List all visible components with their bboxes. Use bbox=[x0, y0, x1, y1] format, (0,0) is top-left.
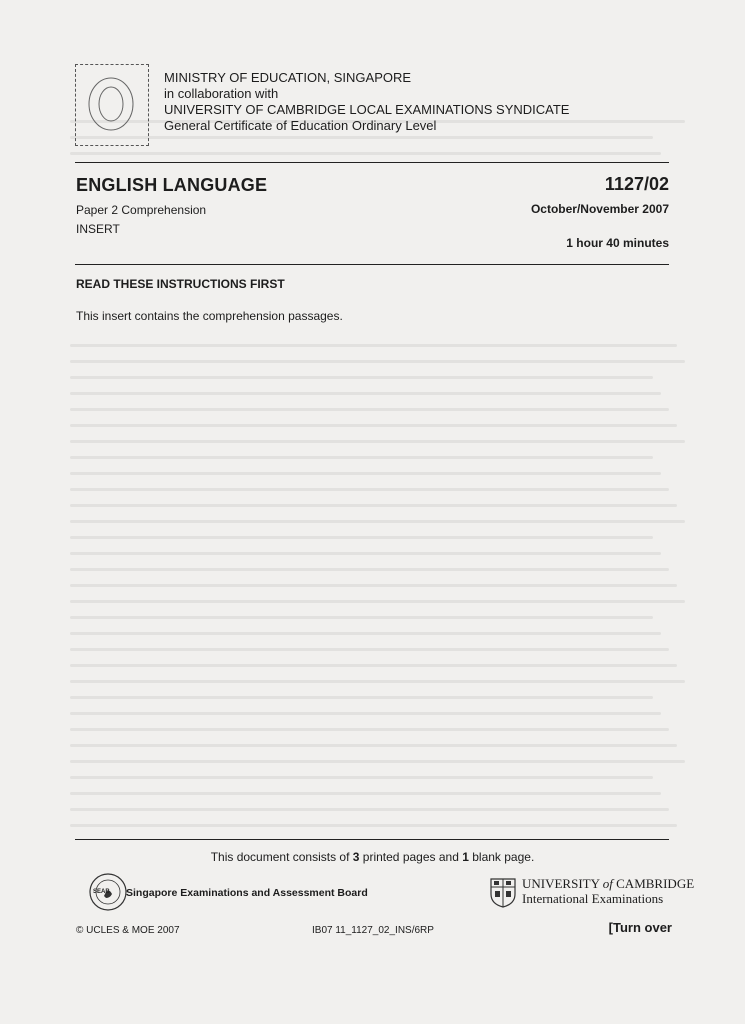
show-through-line bbox=[70, 136, 653, 139]
show-through-line bbox=[70, 488, 669, 491]
divider bbox=[75, 162, 669, 163]
show-through-line bbox=[70, 792, 661, 795]
page-count-text: printed pages and bbox=[359, 850, 463, 864]
seab-label: Singapore Examinations and Assessment Board bbox=[126, 887, 368, 899]
show-through-line bbox=[70, 552, 661, 555]
show-through-line bbox=[70, 808, 669, 811]
show-through-line bbox=[70, 680, 685, 683]
paper-name: Paper 2 Comprehension bbox=[76, 203, 207, 217]
seab-logo-icon bbox=[88, 872, 128, 912]
show-through-line bbox=[70, 648, 669, 651]
syllabus-code: 1127/02 bbox=[604, 174, 669, 194]
show-through-line bbox=[70, 408, 669, 411]
show-through-line bbox=[70, 376, 653, 379]
university-line: UNIVERSITY OF CAMBRIDGE LOCAL EXAMINATIONS SYNDICATE bbox=[164, 102, 570, 117]
copyright-notice: © UCLES & MOE 2007 bbox=[76, 925, 180, 936]
show-through-line bbox=[70, 504, 677, 507]
show-through-line bbox=[70, 744, 677, 747]
show-through-line bbox=[70, 824, 677, 827]
turn-over-label: [Turn over bbox=[608, 920, 672, 935]
printed-pages-count: 3 bbox=[352, 850, 360, 864]
show-through-line bbox=[70, 456, 653, 459]
cambridge-name-part: CAMBRIDGE bbox=[616, 876, 695, 891]
document-reference: IB07 11_1127_02_INS/6RP bbox=[312, 925, 434, 936]
show-through-line bbox=[70, 472, 661, 475]
show-through-line bbox=[70, 696, 653, 699]
o-level-logo bbox=[75, 64, 149, 146]
ministry-line: MINISTRY OF EDUCATION, SINGAPORE bbox=[164, 70, 412, 85]
page-count-text: This document consists of bbox=[210, 850, 353, 864]
show-through-line bbox=[70, 776, 653, 779]
issuing-bodies bbox=[164, 70, 569, 134]
certificate-line: General Certificate of Education Ordinary Level bbox=[164, 118, 437, 133]
insert-label: INSERT bbox=[76, 222, 120, 236]
divider bbox=[75, 264, 669, 265]
instructions-heading: READ THESE INSTRUCTIONS FIRST bbox=[76, 277, 285, 291]
page-count-text: blank page. bbox=[468, 850, 535, 864]
show-through-line bbox=[70, 616, 653, 619]
blank-pages-count: 1 bbox=[462, 850, 469, 864]
show-through-line bbox=[70, 600, 685, 603]
show-through-line bbox=[70, 520, 685, 523]
cambridge-name bbox=[522, 876, 694, 891]
cambridge-subtitle: International Examinations bbox=[522, 891, 664, 906]
show-through-line bbox=[70, 344, 677, 347]
show-through-line bbox=[70, 360, 685, 363]
cambridge-name-part: of bbox=[602, 876, 613, 891]
page-count-note bbox=[0, 850, 745, 864]
show-through-line bbox=[70, 536, 653, 539]
subject-title: ENGLISH LANGUAGE bbox=[76, 175, 268, 195]
exam-duration: 1 hour 40 minutes bbox=[566, 236, 669, 250]
collaboration-line: in collaboration with bbox=[164, 86, 279, 101]
show-through-line bbox=[70, 584, 677, 587]
divider bbox=[75, 839, 669, 840]
show-through-line bbox=[70, 760, 685, 763]
exam-session: October/November 2007 bbox=[530, 202, 669, 216]
cambridge-name-part: UNIVERSITY bbox=[522, 876, 600, 891]
cambridge-crest-icon bbox=[490, 878, 516, 908]
show-through-line bbox=[70, 712, 661, 715]
show-through-line bbox=[70, 632, 661, 635]
show-through-line bbox=[70, 664, 677, 667]
show-through-line bbox=[70, 440, 685, 443]
show-through-line bbox=[70, 152, 661, 155]
instructions-text: This insert contains the comprehension passages. bbox=[76, 309, 343, 323]
show-through-line bbox=[70, 568, 669, 571]
o-letter-icon bbox=[86, 75, 136, 133]
show-through-line bbox=[70, 728, 669, 731]
show-through-line bbox=[70, 392, 661, 395]
cambridge-label bbox=[522, 876, 694, 906]
seab-logo-text: SEAB bbox=[93, 889, 110, 895]
show-through-line bbox=[70, 424, 677, 427]
